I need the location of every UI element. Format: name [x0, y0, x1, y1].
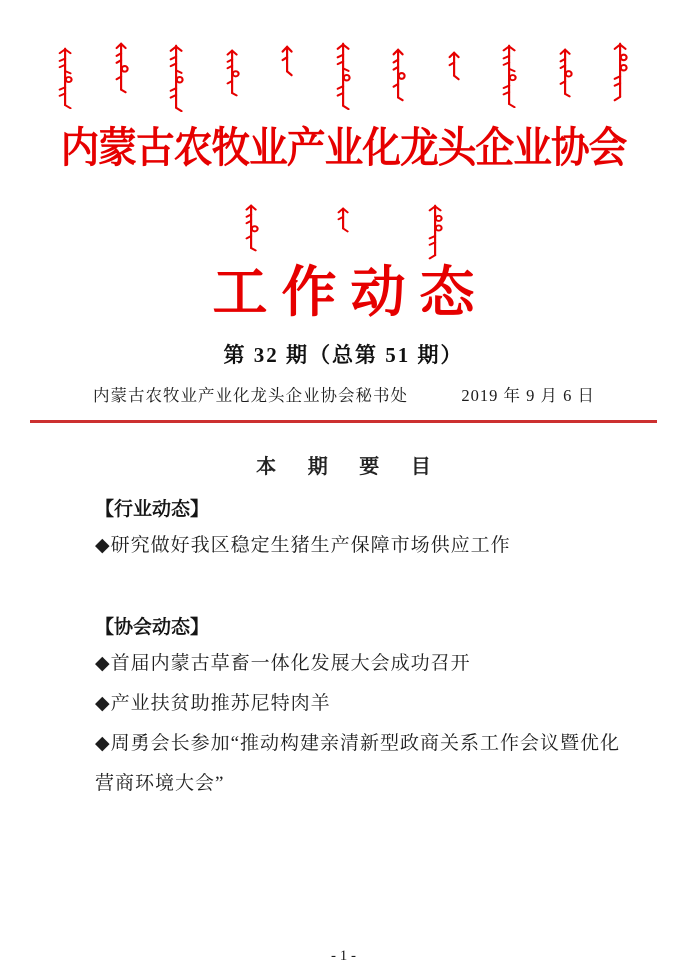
mongolian-word-icon	[501, 44, 519, 108]
toc-item: ◆研究做好我区稳定生猪生产保障市场供应工作	[95, 535, 511, 556]
mongolian-script-row-top	[0, 42, 687, 112]
mongolian-word-icon	[427, 204, 445, 260]
mongolian-word-icon	[113, 42, 131, 94]
mongolian-word-icon	[390, 48, 408, 102]
mongolian-script-row-subtitle	[0, 204, 687, 262]
issue-number: 第 32 期（总第 51 期）	[223, 343, 464, 367]
mongolian-word-icon	[446, 51, 464, 81]
org-title: 内蒙古农牧业产业化龙头企业协会	[60, 126, 627, 172]
toc-section-association	[95, 616, 627, 804]
toc-item: ◆周勇会长参加“推动构建亲清新型政商关系工作会议暨优化营商环境大会”	[95, 733, 621, 794]
toc-section-title: 【行业动态】	[95, 499, 210, 520]
toc-item-list	[95, 644, 627, 804]
publish-date: 2019 年 9 月 6 日	[461, 386, 595, 405]
toc-body	[95, 498, 627, 804]
mongolian-word-icon	[335, 42, 353, 110]
toc-item: ◆首届内蒙古草畜一体化发展大会成功召开	[95, 653, 471, 674]
mongolian-word-icon	[57, 47, 75, 109]
mongolian-word-icon	[557, 48, 575, 98]
toc-section-industry	[95, 498, 627, 566]
toc-item-list	[95, 526, 627, 566]
mongolian-word-icon	[168, 44, 186, 112]
publisher-name: 内蒙古农牧业产业化龙头企业协会秘书处	[93, 386, 408, 405]
red-divider-rule	[30, 420, 657, 423]
publisher-row	[93, 384, 595, 408]
toc-section-title: 【协会动态】	[95, 617, 210, 638]
mongolian-word-icon	[243, 204, 261, 252]
mongolian-word-icon	[612, 42, 630, 102]
mongolian-word-icon	[224, 49, 242, 97]
mongolian-word-icon	[335, 207, 353, 233]
bulletin-title: 工作动态	[212, 262, 489, 323]
mongolian-word-icon	[279, 45, 297, 77]
page-number: - 1 -	[331, 948, 356, 964]
toc-heading: 本 期 要 目	[256, 456, 444, 478]
toc-item: ◆产业扶贫助推苏尼特肉羊	[95, 693, 331, 714]
